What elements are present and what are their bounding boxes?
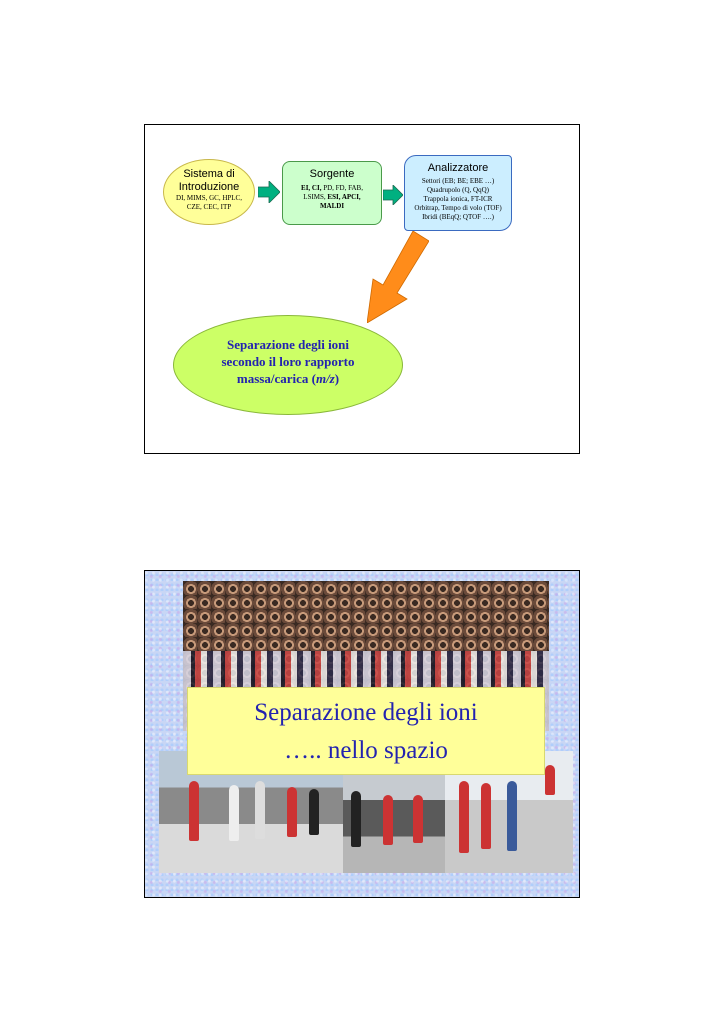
separazione-line3-suffix: ) xyxy=(334,371,340,386)
sorgente-line1-bold: EI, CI, xyxy=(301,184,322,192)
slide-2-title-box xyxy=(187,687,545,775)
sorgente-line3 xyxy=(283,202,381,211)
sorgente-box xyxy=(282,161,382,225)
separazione-line2: secondo il loro rapporto xyxy=(221,354,355,369)
arrow-right-icon xyxy=(258,181,280,203)
arrow-right-icon xyxy=(383,185,403,205)
analizzatore-line: Ibridi (BEqQ; QTOF ….) xyxy=(422,213,494,221)
slide-2 xyxy=(144,570,580,898)
analizzatore-line: Quadrupolo (Q, QqQ) xyxy=(426,186,489,194)
sorgente-line1-rest: PD, FD, FAB, xyxy=(321,184,363,192)
separazione-line3-italic: m/z xyxy=(315,371,335,386)
separazione-line1: Separazione degli ioni xyxy=(226,337,350,352)
sorgente-line2 xyxy=(283,193,381,202)
analizzatore-box xyxy=(404,155,512,231)
sorgente-line1 xyxy=(283,184,381,193)
analizzatore-line: Trappola ionica, FT-ICR xyxy=(423,195,493,203)
slide-2-title-line2: ….. nello spazio xyxy=(284,737,448,764)
sorgente-title: Sorgente xyxy=(309,168,355,180)
sistema-introduzione-ellipse xyxy=(163,159,255,225)
slide-2-title-line1: Separazione degli ioni xyxy=(254,699,478,726)
separazione-line3-prefix: massa/carica ( xyxy=(236,371,316,386)
sorgente-line3-bold: MALDI xyxy=(319,202,345,210)
analizzatore-title: Analizzatore xyxy=(427,162,489,174)
intro-sub-line1: DI, MIMS, GC, HPLC, xyxy=(176,194,242,202)
intro-title-line1: Sistema di xyxy=(183,168,235,180)
separazione-ellipse xyxy=(173,315,403,415)
slide-1 xyxy=(144,124,580,454)
intro-sub-line2: CZE, CEC, ITP xyxy=(186,203,232,211)
arrow-down-left-icon xyxy=(367,231,429,323)
sorgente-line2-bold: ESI, APCI, xyxy=(327,193,361,201)
intro-title-line2: Introduzione xyxy=(178,181,240,193)
analizzatore-line: Settori (EB; BE; EBE …) xyxy=(421,177,495,185)
separazione-line3 xyxy=(174,370,402,387)
sorgente-line2-rest: LSIMS, xyxy=(303,193,328,201)
analizzatore-line: Orbitrap, Tempo di volo (TOF) xyxy=(414,204,502,212)
